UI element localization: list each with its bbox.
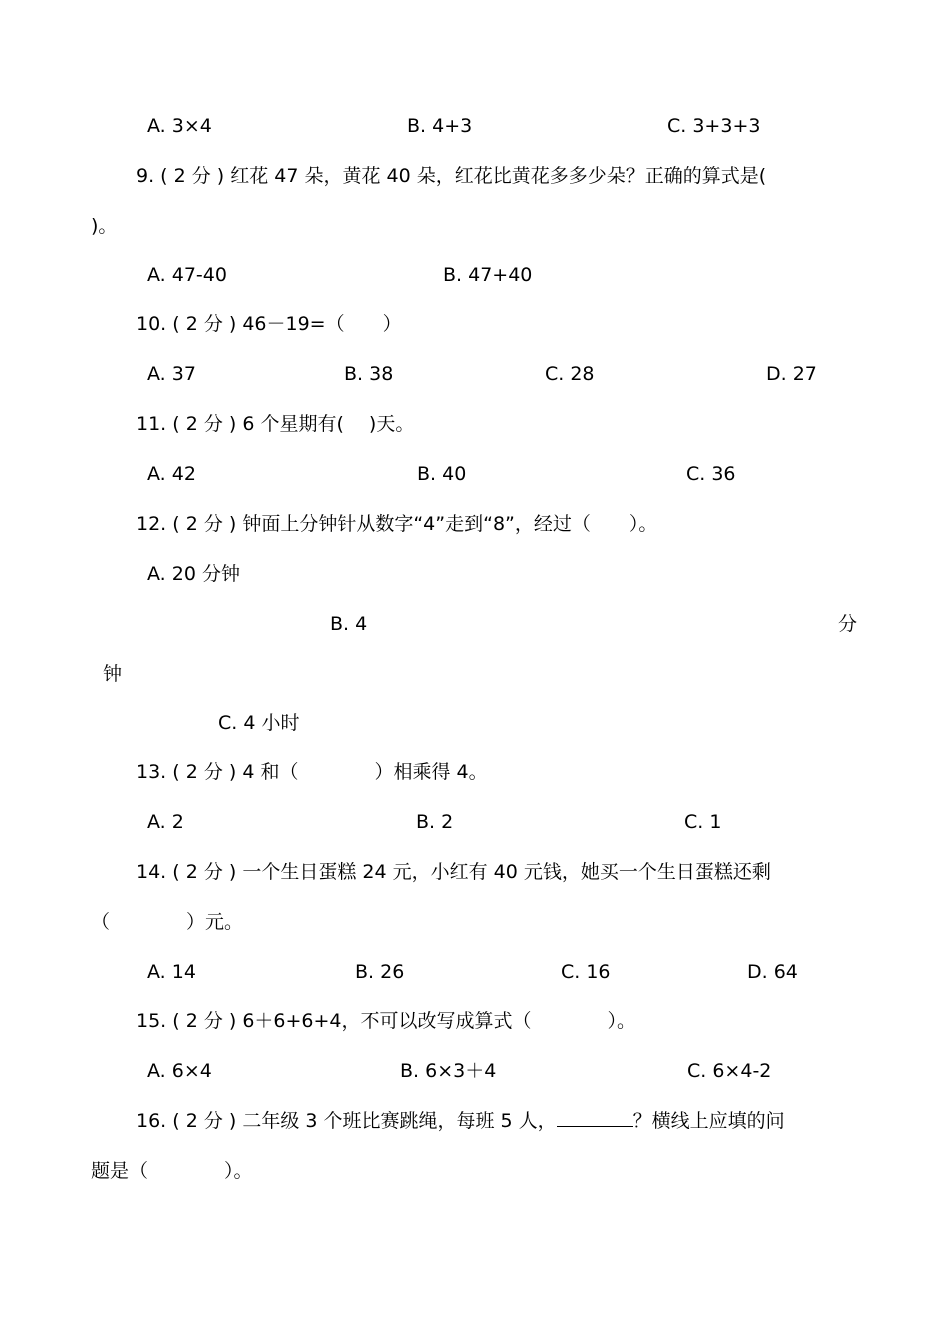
q14-option-b: B. 26 <box>355 961 405 983</box>
q12-stem: 12. ( 2 分 ) 钟面上分钟针从数字“4”走到“8”，经过（ ）。 <box>136 513 658 535</box>
q9-stem-line1: 9. ( 2 分 ) 红花 47 朵，黄花 40 朵，红花比黄花多多少朵？正确的算式是( <box>136 165 767 187</box>
q9-option-b: B. 47+40 <box>443 264 533 286</box>
q15-option-b: B. 6×3＋4 <box>400 1060 497 1082</box>
q14-stem-line2: （ ）元。 <box>91 911 244 933</box>
q11-stem: 11. ( 2 分 ) 6 个星期有( )天。 <box>136 413 415 435</box>
q14-option-c: C. 16 <box>561 961 611 983</box>
q14-stem-line1: 14. ( 2 分 ) 一个生日蛋糕 24 元，小红有 40 元钱，她买一个生日蛋糕还剩 <box>136 861 771 883</box>
q11-option-c: C. 36 <box>686 463 736 485</box>
q12-option-b-unit: 分 <box>838 613 858 635</box>
q10-option-b: B. 38 <box>344 363 394 385</box>
q8-option-c: C. 3+3+3 <box>667 115 761 137</box>
q13-option-a: A. 2 <box>147 811 184 833</box>
q15-stem: 15. ( 2 分 ) 6＋6+6+4，不可以改写成算式（ ）。 <box>136 1010 637 1032</box>
q10-option-c: C. 28 <box>545 363 595 385</box>
q11-option-b: B. 40 <box>417 463 467 485</box>
q9-stem-line2: )。 <box>91 215 118 237</box>
q10-option-a: A. 37 <box>147 363 196 385</box>
q16-stem-line2: 题是（ ）。 <box>91 1160 253 1182</box>
q16-stem-before: 16. ( 2 分 ) 二年级 3 个班比赛跳绳，每班 5 人， <box>136 1110 557 1132</box>
q13-option-b: B. 2 <box>416 811 454 833</box>
q13-stem: 13. ( 2 分 ) 4 和（ ）相乘得 4。 <box>136 761 488 783</box>
q8-option-a: A. 3×4 <box>147 115 212 137</box>
q12-option-b: B. 4 <box>330 613 368 635</box>
q8-option-b: B. 4+3 <box>407 115 473 137</box>
q13-option-c: C. 1 <box>684 811 722 833</box>
q9-option-a: A. 47-40 <box>147 264 227 286</box>
q16-answer-blank <box>557 1108 633 1127</box>
q16-stem-line1 <box>136 1108 785 1134</box>
q10-stem: 10. ( 2 分 ) 46－19=（ ） <box>136 313 402 335</box>
q12-option-a: A. 20 分钟 <box>147 563 240 585</box>
q14-option-d: D. 64 <box>747 961 798 983</box>
q11-option-a: A. 42 <box>147 463 196 485</box>
q12-option-b-wrap: 钟 <box>103 663 123 685</box>
q10-option-d: D. 27 <box>766 363 817 385</box>
q14-option-a: A. 14 <box>147 961 196 983</box>
q15-option-a: A. 6×4 <box>147 1060 212 1082</box>
q15-option-c: C. 6×4-2 <box>687 1060 772 1082</box>
q16-stem-after: ？横线上应填的问 <box>632 1110 785 1132</box>
q12-option-c: C. 4 小时 <box>218 712 300 734</box>
